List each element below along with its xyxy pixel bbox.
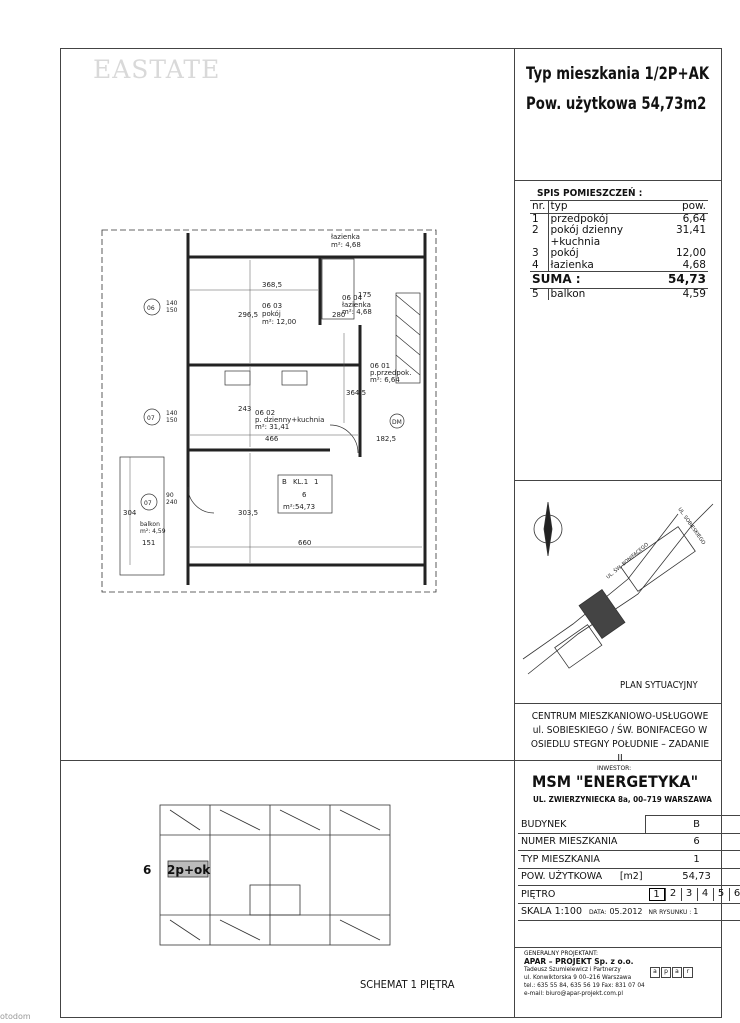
logo-letter: p bbox=[661, 967, 671, 978]
bath-top-name: łazienka bbox=[331, 233, 360, 241]
door-swing bbox=[330, 425, 358, 453]
room-row bbox=[530, 248, 708, 260]
dim-368: 368,5 bbox=[262, 281, 283, 289]
building-label: BUDYNEK bbox=[518, 816, 646, 834]
floor-option: 6 bbox=[729, 888, 740, 901]
street-label-1: UL. ŚW. BONIFACEGO bbox=[605, 541, 650, 581]
room-nr: 4 bbox=[530, 260, 548, 272]
cooker bbox=[225, 371, 250, 385]
unit-kl: KL.1 bbox=[293, 478, 309, 486]
schema-core bbox=[250, 885, 300, 915]
room1-name: p.przedpok. bbox=[370, 369, 412, 377]
room-nr: 2 bbox=[530, 225, 548, 237]
watermark-logo bbox=[93, 55, 221, 123]
rooms-list bbox=[530, 200, 708, 300]
window-150b: 150 bbox=[166, 417, 178, 424]
project-line-1: CENTRUM MIESZKANIOWO-USŁUGOWE bbox=[531, 711, 709, 722]
room3-area: m²: 12,00 bbox=[262, 318, 297, 326]
info-row-building bbox=[518, 816, 740, 834]
investor-name: MSM "ENERGETYKA" bbox=[532, 772, 699, 791]
usable-area-title: Pow. użytkowa 54,73m2 bbox=[526, 94, 707, 114]
dim-175: 175 bbox=[358, 291, 372, 299]
window-150a: 150 bbox=[166, 307, 178, 314]
rooms-sum-row bbox=[530, 272, 708, 289]
title-divider bbox=[514, 180, 722, 181]
floor-option: 4 bbox=[697, 888, 713, 901]
room-pow: 4,59 bbox=[682, 287, 706, 300]
room4-id: 06 04 bbox=[342, 294, 363, 302]
room-pow: 31,41 bbox=[675, 224, 706, 236]
room-typ: pokój dzienny bbox=[550, 224, 624, 236]
schemat-divider bbox=[60, 760, 514, 761]
drawing-number-label: NR RYSUNKU : bbox=[648, 909, 692, 917]
balcony-row bbox=[530, 288, 708, 300]
room-nr: 5 bbox=[530, 288, 548, 300]
col-nr: nr. bbox=[530, 201, 548, 214]
room-row bbox=[530, 260, 708, 272]
dim-660: 660 bbox=[298, 539, 312, 547]
number-value: 6 bbox=[646, 833, 740, 851]
info-row-number bbox=[518, 833, 740, 851]
axis-07b-label: 07 bbox=[144, 500, 152, 507]
dim-182: 182,5 bbox=[376, 435, 397, 443]
dim-304: 304 bbox=[123, 509, 137, 517]
apar-logo bbox=[650, 967, 693, 978]
designer-line-4: e-mail: biuro@apar-projekt.com.pl bbox=[524, 991, 623, 997]
schema-flat-type: 2p+ok bbox=[167, 863, 211, 877]
window-240: 240 bbox=[166, 499, 178, 506]
highlighted-building bbox=[579, 590, 625, 639]
info-row-type bbox=[518, 851, 740, 869]
room2-name: p. dzienny+kuchnia bbox=[255, 416, 325, 424]
site-plan bbox=[518, 484, 722, 700]
schema-flat-number: 6 bbox=[143, 863, 152, 877]
floor-option: 3 bbox=[681, 888, 697, 901]
dim-243: 243 bbox=[238, 405, 252, 413]
dim-296: 296,5 bbox=[238, 311, 259, 319]
site-divider bbox=[514, 703, 722, 704]
designer-name: APAR – PROJEKT Sp. z o.o. bbox=[524, 957, 634, 966]
site-plan-label: PLAN SYTUACYJNY bbox=[620, 680, 698, 691]
room-typ: pokój bbox=[550, 247, 579, 259]
room1-area: m²: 6,64 bbox=[370, 376, 400, 384]
rooms-list-title: SPIS POMIESZCZEŃ : bbox=[537, 188, 643, 199]
drawing-number-value: 1 bbox=[693, 907, 699, 917]
balcony-door-swing bbox=[188, 487, 214, 513]
dim-466: 466 bbox=[265, 435, 279, 443]
room-pow: 12,00 bbox=[675, 247, 706, 259]
designer-line-1: Tadeusz Szumielewicz i Partnerzy bbox=[524, 967, 621, 973]
investor-label: INWESTOR: bbox=[597, 765, 632, 772]
rooms-list-header bbox=[530, 201, 708, 214]
street-label-2: UL. SOBIESKIEGO bbox=[676, 506, 707, 546]
date-label: DATA: bbox=[589, 909, 607, 917]
room-pow: 6,64 bbox=[682, 212, 706, 225]
room-row bbox=[530, 225, 708, 237]
watermark-text: EASTATE bbox=[93, 55, 221, 84]
schema-label: SCHEMAT 1 PIĘTRA bbox=[360, 978, 455, 991]
scale-cell bbox=[518, 903, 646, 921]
room2-area: m²: 31,41 bbox=[255, 423, 290, 431]
unit-1: 1 bbox=[314, 478, 319, 486]
window-140b: 140 bbox=[166, 410, 178, 417]
dm-label: DM bbox=[392, 419, 402, 426]
floor-option-selected: 1 bbox=[649, 888, 665, 901]
room-typ: przedpokój bbox=[550, 212, 609, 225]
building-block bbox=[555, 625, 602, 668]
room3-name: pokój bbox=[262, 310, 281, 318]
room-pow: 4,68 bbox=[682, 258, 706, 271]
project-line-2: ul. SOBIESKIEGO / ŚW. BONIFACEGO W bbox=[532, 725, 708, 736]
room4-area: m²: 4,68 bbox=[342, 308, 372, 316]
area-label-text: POW. UŻYTKOWA bbox=[521, 871, 603, 883]
col-typ: typ bbox=[548, 201, 664, 214]
designer-line-3: tel.: 635 55 84, 635 56 19 Fax: 831 07 04 bbox=[524, 983, 645, 989]
project-description bbox=[527, 710, 713, 766]
info-row-scale bbox=[518, 903, 740, 921]
logo-letter: a bbox=[650, 967, 660, 978]
logo-letter: r bbox=[683, 967, 693, 978]
rooms-divider bbox=[514, 480, 722, 481]
apartment-type-title: Typ mieszkania 1/2P+AK bbox=[526, 64, 710, 84]
balcony-name: balkon bbox=[140, 521, 160, 528]
axis-06-label: 06 bbox=[147, 305, 155, 312]
bath-top-area: m²: 4,68 bbox=[331, 241, 361, 249]
drawing-number-cell bbox=[646, 903, 740, 921]
unit-b: B bbox=[282, 478, 287, 486]
designer-label: GENERALNY PROJEKTANT: bbox=[524, 951, 598, 957]
dim-151: 151 bbox=[142, 539, 156, 547]
info-row-floor bbox=[518, 886, 740, 904]
axis-07-label: 07 bbox=[147, 415, 155, 422]
balcony-area: m²: 4,59 bbox=[140, 528, 166, 535]
dim-364: 364,5 bbox=[346, 389, 367, 397]
room4-name: łazienka bbox=[342, 301, 371, 309]
room-typ: balkon bbox=[550, 287, 586, 300]
room-typ: łazienka bbox=[550, 258, 594, 271]
projektant-divider bbox=[514, 947, 722, 948]
unit-no: 6 bbox=[302, 491, 307, 499]
floor-option: 2 bbox=[665, 888, 681, 901]
unit-area: m²:54,73 bbox=[283, 503, 316, 511]
type-label: TYP MIESZKANIA bbox=[518, 851, 646, 869]
project-line-3: OSIEDLU STEGNY POŁUDNIE – ZADANIE II bbox=[530, 739, 710, 764]
room3-id: 06 03 bbox=[262, 302, 283, 310]
col-pow: pow. bbox=[664, 201, 708, 214]
sink bbox=[282, 371, 307, 385]
right-column-divider bbox=[514, 48, 515, 1018]
room-nr: 3 bbox=[530, 248, 548, 260]
date-value: 05.2012 bbox=[609, 907, 643, 917]
number-label: NUMER MIESZKANIA bbox=[518, 833, 646, 851]
room-nr: 1 bbox=[530, 213, 548, 225]
apartment-info-table bbox=[518, 815, 740, 921]
floor-option: 5 bbox=[713, 888, 729, 901]
info-row-area bbox=[518, 868, 740, 886]
dim-303: 303,5 bbox=[238, 509, 259, 517]
floor-plan bbox=[100, 225, 440, 595]
window-140a: 140 bbox=[166, 300, 178, 307]
wardrobe-hatch bbox=[396, 295, 420, 375]
footer-watermark: otodom bbox=[0, 1012, 31, 1021]
room1-id: 06 01 bbox=[370, 362, 391, 370]
type-value: 1 bbox=[646, 851, 740, 869]
dim-280: 280 bbox=[332, 311, 346, 319]
logo-letter: a bbox=[672, 967, 682, 978]
floor-selector bbox=[646, 886, 740, 904]
building-value: B bbox=[646, 816, 740, 834]
scale-label: SKALA 1:100 bbox=[521, 906, 582, 918]
sum-value: 54,73 bbox=[664, 272, 708, 289]
investor-address: UL. ZWIERZYNIECKA 8a, 00–719 WARSZAWA bbox=[533, 795, 712, 804]
room2-id: 06 02 bbox=[255, 409, 276, 417]
sum-label: SUMA : bbox=[530, 272, 664, 289]
floor-label: PIĘTRO bbox=[518, 886, 646, 904]
window-90: 90 bbox=[166, 492, 174, 499]
designer-line-2: ul. Konwiktorska 9 00–216 Warszawa bbox=[524, 975, 632, 981]
north-arrow-icon bbox=[544, 502, 552, 556]
room-typ: +kuchnia bbox=[550, 235, 601, 248]
area-label bbox=[518, 868, 646, 886]
area-unit: [m2] bbox=[619, 871, 643, 883]
area-value: 54,73 bbox=[646, 868, 740, 886]
